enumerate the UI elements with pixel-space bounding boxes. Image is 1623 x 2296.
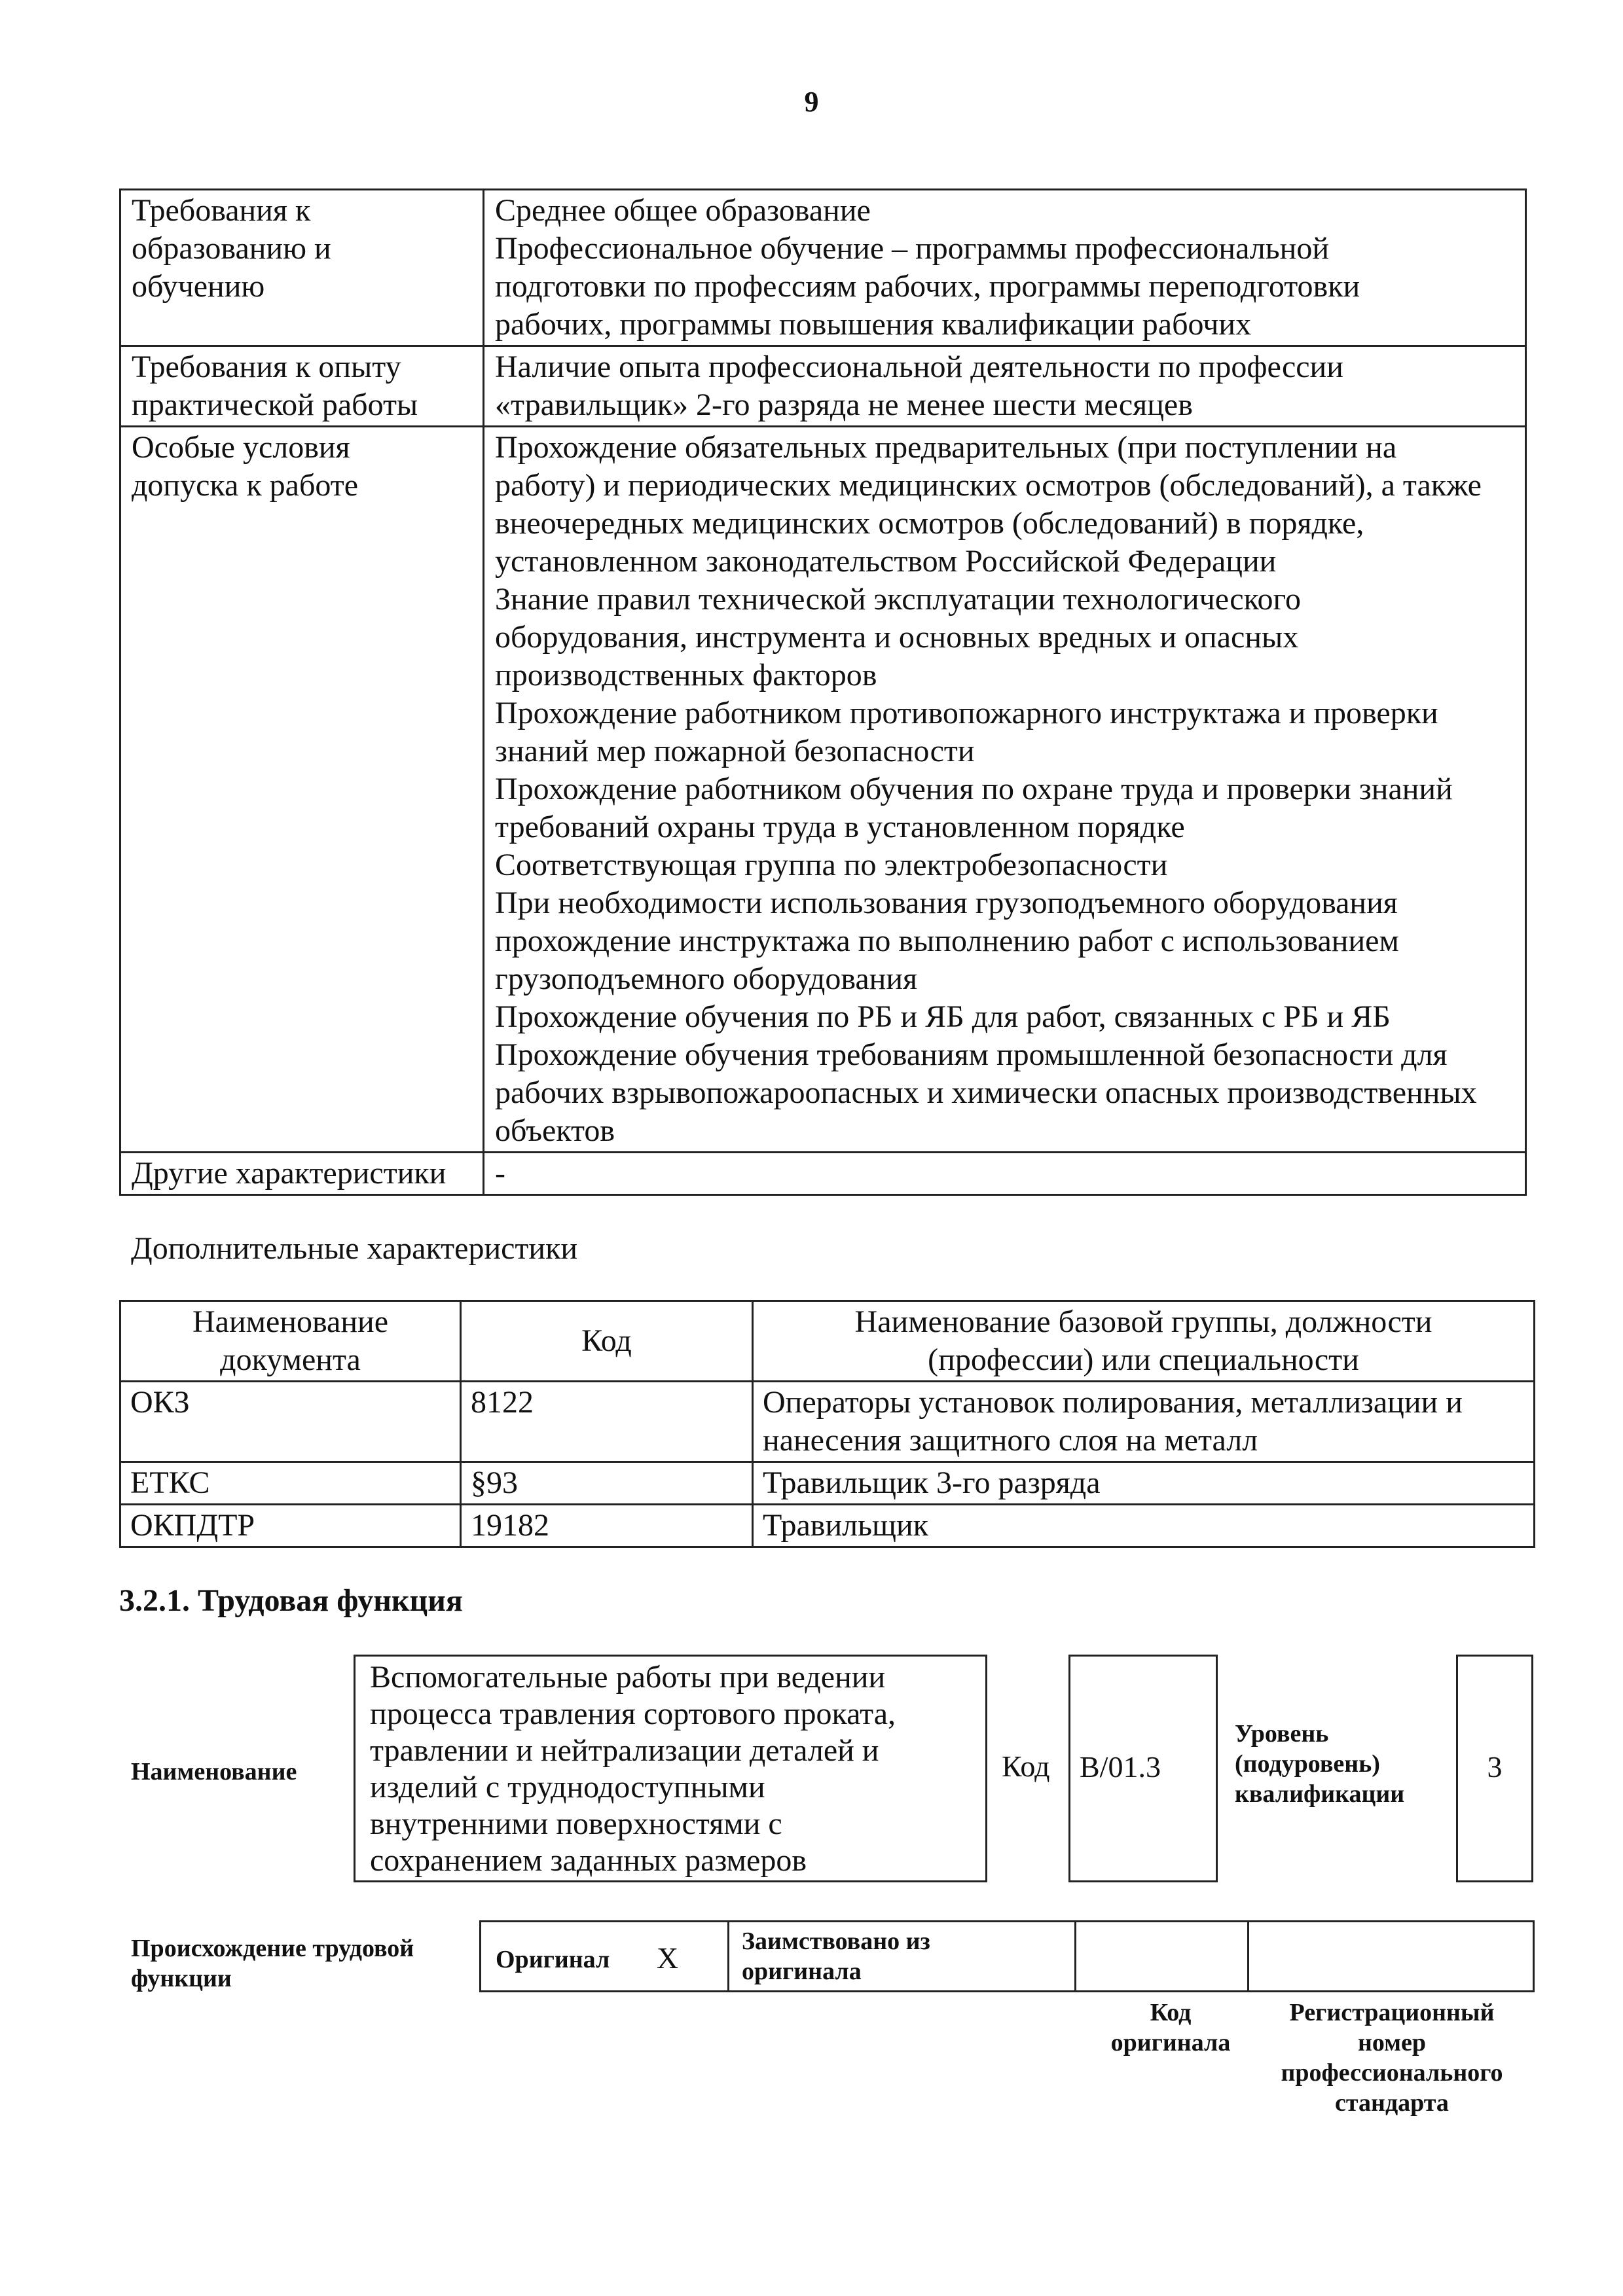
text-line: Соответствующая группа по электробезопасности [495, 848, 1168, 882]
cell-divider [1074, 1922, 1076, 1990]
text-line: Наименование базовой группы, должности [854, 1304, 1432, 1339]
requirements-table [119, 188, 1527, 1196]
borrowed-label [742, 1926, 930, 1986]
text-line: Происхождение трудовой [131, 1935, 414, 1962]
original-code-caption [1072, 1998, 1269, 2058]
page-number: 9 [804, 86, 819, 118]
header-code [461, 1301, 753, 1382]
table-row [120, 346, 1526, 427]
text-line: квалификации [1235, 1780, 1405, 1808]
text-line: Знание правил технической эксплуатации технологического [495, 582, 1301, 617]
text-line: Среднее общее образование [495, 193, 871, 228]
qualification-level-label [1235, 1719, 1404, 1809]
text-line: оригинала [742, 1958, 862, 1985]
qualification-level-box [1456, 1655, 1533, 1882]
text-line: грузоподъемного оборудования [495, 961, 918, 996]
text-line: Прохождение обучения требованиям промышленной безопасности для [495, 1037, 1448, 1072]
text-line: Прохождение работником противопожарного инструктажа и проверки [495, 696, 1438, 730]
text-line: Наименование [192, 1304, 389, 1339]
requirement-label [120, 1153, 484, 1195]
text-line: объектов [495, 1113, 615, 1148]
document-cell: ЕТКС [120, 1462, 461, 1505]
text-line: Травильщик 3-го разряда [763, 1465, 1101, 1500]
function-code-box [1068, 1655, 1218, 1882]
table-row [120, 190, 1526, 346]
text-line: Вспомогательные работы при ведении [370, 1660, 886, 1695]
section-heading: 3.2.1. Трудовая функция [119, 1583, 463, 1618]
document-cell: ОКПДТР [120, 1505, 461, 1547]
text-line: Профессиональное обучение – программы профессиональной [495, 231, 1330, 266]
text-line: функции [131, 1965, 232, 1992]
text-line: стандарта [1335, 2089, 1449, 2117]
text-line: рабочих, программы повышения квалификации рабочих [495, 307, 1252, 342]
text-line: внеочередных медицинских осмотров (обследований) в порядке, [495, 506, 1364, 541]
table-row [120, 1382, 1535, 1462]
text-line: знаний мер пожарной безопасности [495, 734, 975, 768]
original-mark: X [657, 1941, 679, 1975]
table-row [120, 1153, 1526, 1195]
requirement-value [484, 427, 1526, 1153]
text-line: производственных факторов [495, 658, 877, 692]
text-line: прохождение инструктажа по выполнению работ с использованием [495, 924, 1399, 958]
text-line: внутренними поверхностями с [370, 1806, 782, 1841]
cell-divider [727, 1922, 729, 1990]
text-line: рабочих взрывопожароопасных и химически опасных производственных [495, 1075, 1477, 1110]
requirement-value [484, 1153, 1526, 1195]
requirement-label [120, 427, 484, 1153]
origin-label [131, 1933, 414, 1994]
text-line: Наличие опыта профессиональной деятельности по профессии [495, 350, 1343, 384]
text-line: Травильщик [763, 1508, 928, 1543]
text-line: документа [220, 1342, 361, 1377]
text-line: Требования к [132, 193, 311, 228]
code-cell: 8122 [461, 1382, 753, 1462]
text-line: требований охраны труда в установленном порядке [495, 810, 1185, 844]
table-row [120, 1462, 1535, 1505]
text-line: образованию и [132, 231, 331, 266]
text-line: установленном законодательством Российской Федерации [495, 544, 1277, 579]
origin-row [479, 1920, 1535, 1992]
registration-number-caption [1254, 1998, 1529, 2118]
qualification-level-value: 3 [1487, 1750, 1503, 1784]
group-name-cell [753, 1462, 1535, 1505]
group-name-cell [753, 1505, 1535, 1547]
text-line: Прохождение обучения по РБ и ЯБ для работ, связанных с РБ и ЯБ [495, 999, 1391, 1034]
original-label: Оригинал [496, 1946, 610, 1973]
text-line: При необходимости использования грузоподъемного оборудования [495, 886, 1398, 920]
requirement-value [484, 190, 1526, 346]
additional-characteristics-title: Дополнительные характеристики [131, 1231, 578, 1266]
text-line: оригинала [1110, 2029, 1231, 2056]
text-line: практической работы [132, 387, 418, 422]
text-line: подготовки по профессиям рабочих, программы переподготовки [495, 269, 1360, 304]
table-header-row [120, 1301, 1535, 1382]
text-line: Код [1150, 1999, 1192, 2026]
table-row [120, 1505, 1535, 1547]
text-line: Прохождение работником обучения по охране труда и проверки знаний [495, 772, 1453, 806]
text-line: - [495, 1156, 505, 1191]
text-line: работу) и периодических медицинских осмотров (обследований), а также [495, 468, 1482, 503]
text-line: профессионального [1281, 2059, 1503, 2087]
function-name-box [354, 1655, 987, 1882]
requirement-value [484, 346, 1526, 427]
text-line: сохранением заданных размеров [370, 1843, 807, 1878]
function-code-value: B/01.3 [1080, 1750, 1161, 1784]
text-line: процесса травления сортового проката, [370, 1696, 896, 1731]
function-code-label: Код [1002, 1749, 1050, 1783]
text-line: Требования к опыту [132, 350, 401, 384]
text-line: (подуровень) [1235, 1750, 1380, 1778]
text-line: оборудования, инструмента и основных вредных и опасных [495, 620, 1299, 655]
header-document [120, 1301, 461, 1382]
additional-characteristics-table [119, 1300, 1535, 1548]
text-line: Прохождение обязательных предварительных (при поступлении на [495, 430, 1397, 465]
text-line: «травильщик» 2-го разряда не менее шести месяцев [495, 387, 1193, 422]
requirement-label [120, 346, 484, 427]
text-line: Уровень [1235, 1720, 1329, 1748]
text-line: Код [581, 1323, 632, 1358]
requirement-label [120, 190, 484, 346]
text-line: Регистрационный [1289, 1999, 1495, 2026]
table-row [120, 427, 1526, 1153]
document-cell: ОКЗ [120, 1382, 461, 1462]
cell-divider [1247, 1922, 1249, 1990]
group-name-cell [753, 1382, 1535, 1462]
text-line: Другие характеристики [132, 1156, 447, 1191]
text-line: травлении и нейтрализации деталей и [370, 1733, 879, 1768]
code-cell: §93 [461, 1462, 753, 1505]
header-group-name [753, 1301, 1535, 1382]
code-cell: 19182 [461, 1505, 753, 1547]
function-name-label: Наименование [131, 1758, 297, 1785]
text-line: Заимствовано из [742, 1928, 930, 1955]
text-line: Операторы установок полирования, металлизации и [763, 1385, 1463, 1420]
text-line: нанесения защитного слоя на металл [763, 1423, 1258, 1458]
text-line: Особые условия [132, 430, 350, 465]
text-line: допуска к работе [132, 468, 359, 503]
text-line: (профессии) или специальности [928, 1342, 1359, 1377]
text-line: обучению [132, 269, 265, 304]
text-line: изделий с труднодоступными [370, 1770, 765, 1804]
text-line: номер [1357, 2029, 1427, 2056]
